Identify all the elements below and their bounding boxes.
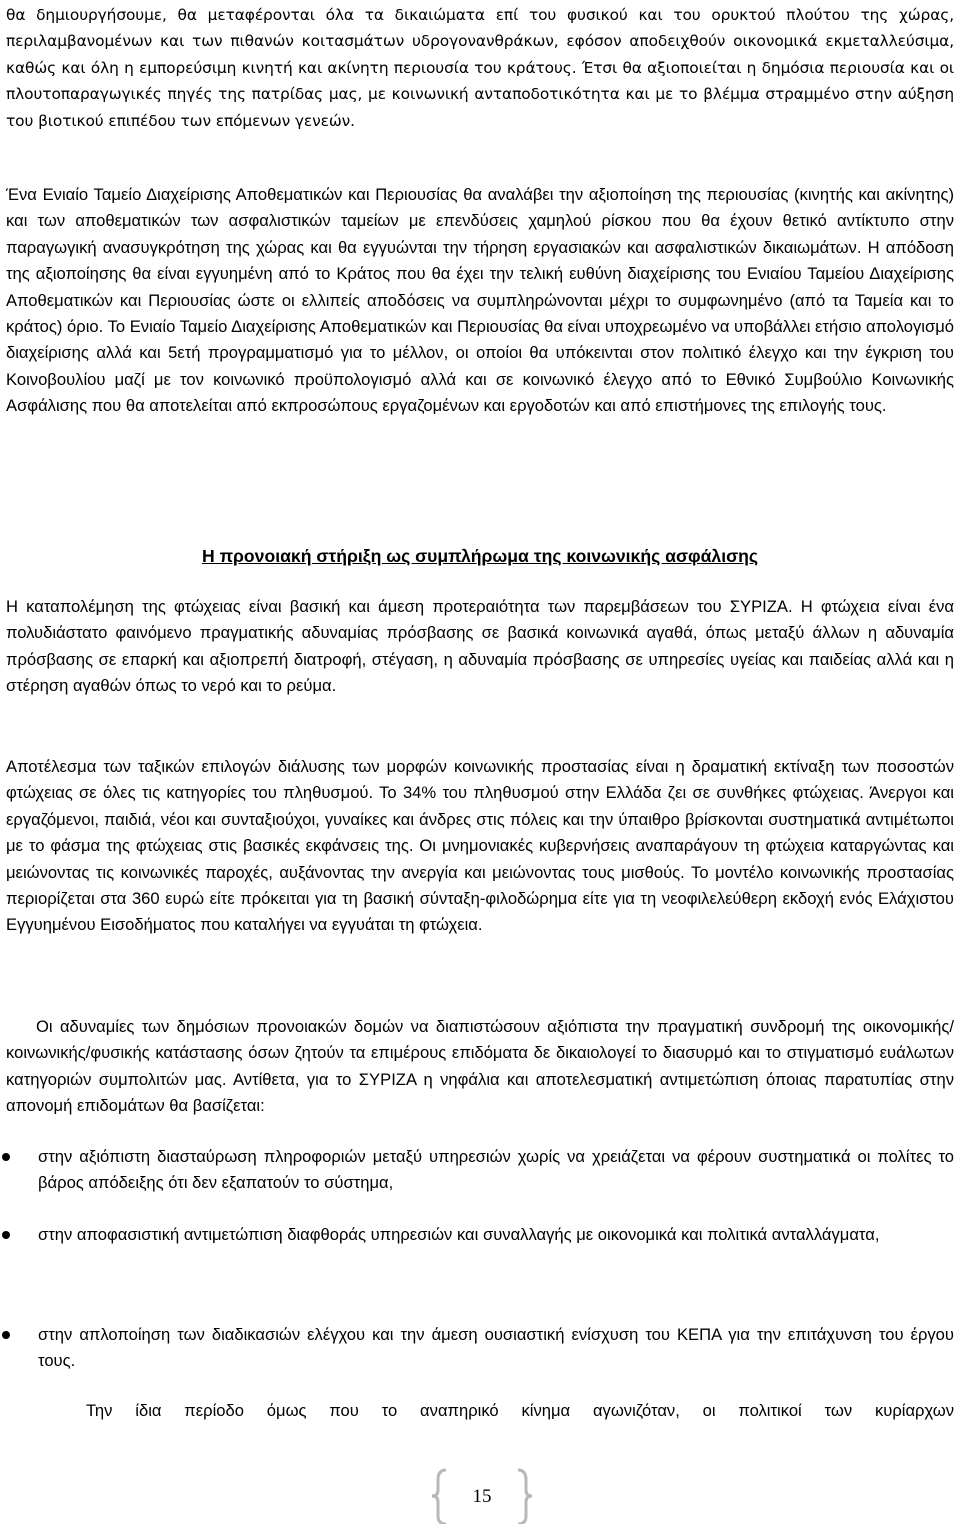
page-number: 15: [472, 1486, 492, 1507]
bullet-icon: [2, 1331, 10, 1339]
bullet-icon: [2, 1153, 10, 1161]
paragraph-disability-movement: Την ίδια περίοδο όμως που το αναπηρικό κίνημα αγωνιζόταν, οι πολιτικοί των κυρίαρχων: [86, 1401, 954, 1420]
paragraph-poverty-rates: Αποτέλεσμα των ταξικών επιλογών διάλυσης των μορφών κοινωνικής προστασίας είναι η δραματική εκτίναξη των ποσοστών φτώχειας σε όλες τις κατηγορίες του πληθυσμού. Το 34% του πληθυσμού στην Ελλάδα ζει σε συνθήκες φτώχειας. Άνεργοι και εργαζόμενοι, παιδιά, νέοι και συνταξιούχοι, γυναίκες και άνδρες στις πόλεις και την ύπαιθρο βρίσκονται συστηματικά αντιμέτωποι με το φάσμα της φτώχειας στις βασικές εκφάνσεις της. Οι μνημονιακές κυβερνήσεις αναπαράγουν τη φτώχεια καταργώντας και μειώνοντας τις κοινωνικές παροχές, αυξάνοντας την ανεργία και μειώνοντας τους μισθούς. Το μοντέλο κοινωνικής προστασίας περιορίζεται στα 360 ευρώ είτε πρόκειται για τη βασική σύνταξη-φιλοδώρημα είτε για τη νεοφιλελεύθερη εκδοχή ενός Ελάχιστου Εγγυημένου Εισοδήματος που καταλήγει να εγγυάται τη φτώχεια.: [6, 757, 954, 935]
page-footer: [432, 1468, 532, 1524]
paragraph-unified-fund: Ένα Ενιαίο Ταμείο Διαχείρισης Αποθεματικών και Περιουσίας θα αναλάβει την αξιοποίηση της περιουσίας (κινητής και ακίνητης) και των αποθεματικών των ασφαλιστικών ταμείων με επενδύσεις χαμηλού ρίσκου που θα έχουν θετικό αντίκτυπο στην παραγωγική ανασυγκρότηση της χώρας και θα εγγυώνται την τήρηση εργασιακών και ασφαλιστικών δικαιωμάτων. Η απόδοση της αξιοποίησης θα είναι εγγυημένη από το Κράτος που θα έχει την τελική ευθύνη διαχείρισης του Ενιαίου Ταμείου Διαχείρισης Αποθεματικών και Περιουσίας ώστε οι ελλιπείς αποδόσεις να συμπληρώνονται μέχρι το συμφωνημένο (από τα Ταμεία και το κράτος) όριο. Το Ενιαίο Ταμείο Διαχείρισης Αποθεματικών και Περιουσίας θα είναι υποχρεωμένο να υποβάλλει ετήσιο απολογισμό διαχείρισης αλλά και 5ετή προγραμματισμό για το μέλλον, οι οποίοι θα υπόκεινται στον πολιτικό έλεγχο και την έγκριση του Κοινοβουλίου μαζί με τον κοινωνικό προϋπολογισμό αλλά και σε κοινωνικό έλεγχο από το Εθνικό Συμβούλιο Κοινωνικής Ασφάλισης που θα αποτελείται από εκπροσώπους εργαζομένων και εργοδοτών και από επιστήμονες της επιλογής τους.: [6, 185, 954, 416]
paragraph-poverty-priority: Η καταπολέμηση της φτώχειας είναι βασική και άμεση προτεραιότητα των παρεμβάσεων του ΣΥΡΙΖΑ. Η φτώχεια είναι ένα πολυδιάστατο φαινόμενο πραγματικής αδυναμίας πρόσβασης σε βασικά κοινωνικά αγαθά, όπως μεταξύ άλλων η αδυναμία πρόσβασης σε επαρκή και αξιοπρεπή διατροφή, στέγαση, η αδυναμία πρόσβασης σε υπηρεσίες υγείας και παιδείας αλλά και η στέρηση αγαθών όπως το νερό και το ρεύμα.: [6, 597, 954, 696]
paragraph-welfare-weaknesses: Οι αδυναμίες των δημόσιων προνοιακών δομών να διαπιστώσουν αξιόπιστα την πραγματική συνδρομή της οικονομικής/κοινωνικής/φυσικής κατάστασης όσων ζητούν τα επιμέρους επιδόματα δε δικαιολογεί το διασυρμό και το στιγματισμό ευάλωτων κατηγοριών συμπολιτών μας. Αντίθετα, για το ΣΥΡΙΖΑ η νηφάλια και αποτελεσματική αντιμετώπιση όποιας παρατυπίας στην απονομή επιδομάτων θα βασίζεται:: [6, 1017, 954, 1116]
bullet-text: στην αξιόπιστη διασταύρωση πληροφοριών μεταξύ υπηρεσιών χωρίς να χρειάζεται να φέρουν συστηματικά οι πολίτες το βάρος απόδειξης ότι δεν εξαπατούν το σύστημα,: [38, 1147, 954, 1193]
paragraph-natural-resources: θα δημιουργήσουμε, θα μεταφέρονται όλα τα δικαιώματα επί του φυσικού και του ορυκτού πλούτου της χώρας, περιλαμβανομένων και των πιθανών κοιτασμάτων υδρογονανθράκων, εφόσον αποδειχθούν οικονομικά εκμεταλλεύσιμα, καθώς και όλη η εμπορεύσιμη κινητή και ακίνητη περιουσία του κράτους. Έτσι θα αξιοποιείται η δημόσια περιουσία και οι πλουτοπαραγωγικές πηγές της πατρίδας μας, με κοινωνική ανταποδοτικότητα και με το βλέμμα στραμμένο στην αύξηση του βιοτικού επιπέδου των επόμενων γενεών.: [6, 6, 954, 130]
bullet-icon: [2, 1231, 10, 1239]
section-heading: Η προνοιακή στήριξη ως συμπλήρωμα της κοινωνικής ασφάλισης: [201, 546, 759, 566]
bullet-text: στην απλοποίηση των διαδικασιών ελέγχου και την άμεση ουσιαστική ενίσχυση του ΚΕΠΑ για την επιτάχυνση του έργου τους.: [38, 1325, 954, 1371]
bullet-text: στην αποφασιστική αντιμετώπιση διαφθοράς υπηρεσιών και συναλλαγής με οικονομικά και πολιτικά ανταλλάγματα,: [38, 1225, 880, 1244]
